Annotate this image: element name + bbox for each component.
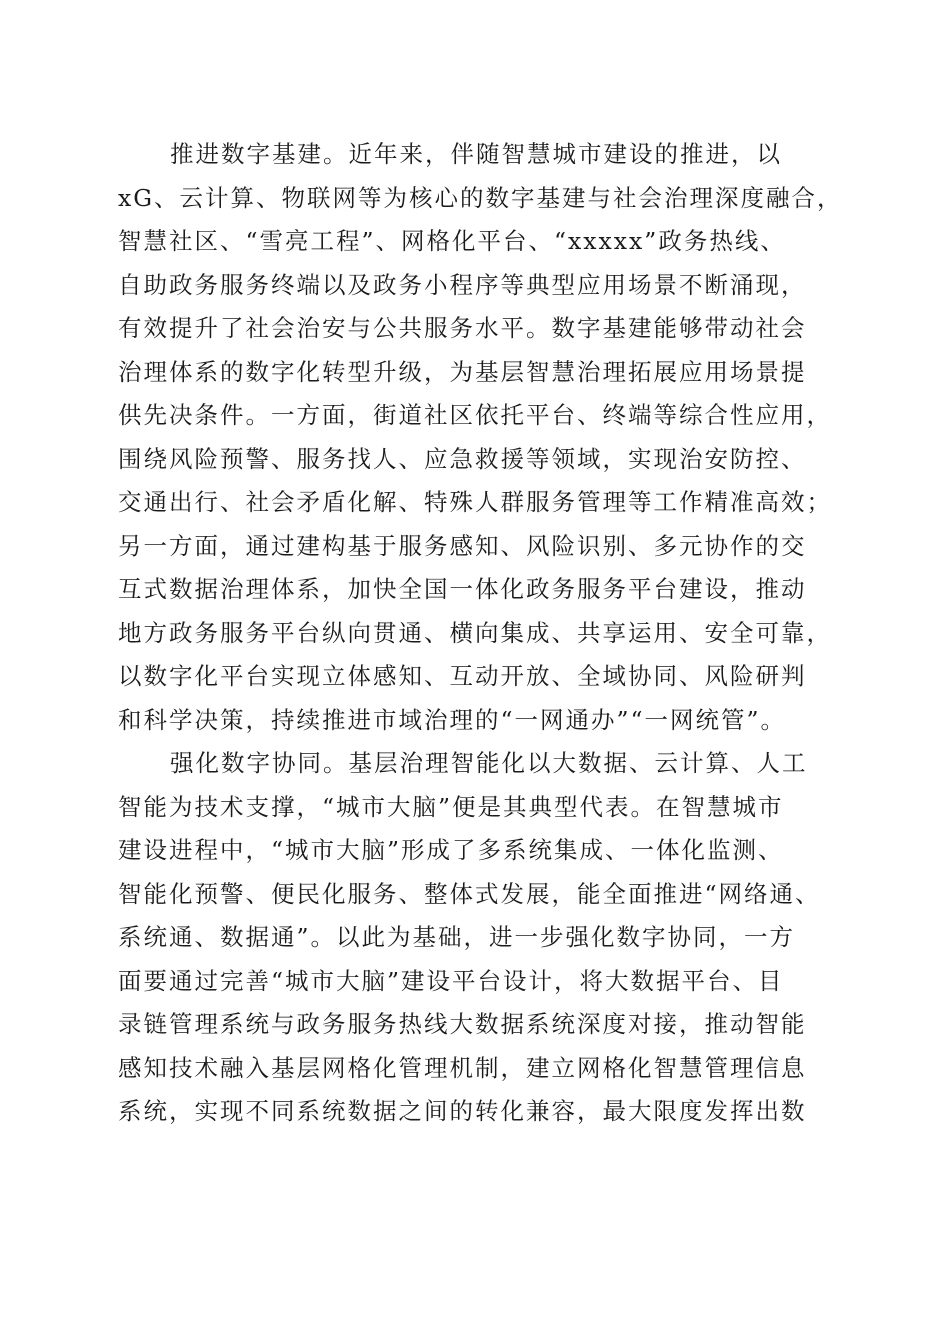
paragraph-line: 系统，实现不同系统数据之间的转化兼容，最大限度发挥出数 <box>118 1097 807 1125</box>
paragraph-line: 智慧社区、“雪亮工程”、网格化平台、“xxxxx”政务热线、 <box>118 227 786 255</box>
paragraph-line: 另一方面，通过建构基于服务感知、风险识别、多元协作的交 <box>118 531 807 560</box>
paragraph-line: 治理体系的数字化转型升级，为基层智慧治理拓展应用场景提 <box>118 357 807 386</box>
paragraph-line: 录链管理系统与政务服务热线大数据系统深度对接，推动智能 <box>118 1010 807 1038</box>
paragraph-line: 地方政务服务平台纵向贯通、横向集成、共享运用、安全可靠， <box>118 618 832 647</box>
paragraph-line: 系统通、数据通”。以此为基础，进一步强化数字协同，一方 <box>118 923 796 951</box>
paragraph-line: 有效提升了社会治安与公共服务水平。数字基建能够带动社会 <box>118 314 807 342</box>
paragraph-line: 以数字化平台实现立体感知、互动开放、全域协同、风险研判 <box>118 662 807 690</box>
paragraph-line: 围绕风险预警、服务找人、应急救援等领域，实现治安防控、 <box>118 444 807 473</box>
paragraph-line: xG、云计算、物联网等为核心的数字基建与社会治理深度融合， <box>118 183 843 212</box>
paragraph-line: 强化数字协同。基层治理智能化以大数据、云计算、人工 <box>170 749 808 777</box>
paragraph-line: 建设进程中，“城市大脑”形成了多系统集成、一体化监测、 <box>118 836 784 864</box>
paragraph-line: 供先决条件。一方面，街道社区依托平台、终端等综合性应用， <box>118 401 832 429</box>
paragraph-line: 推进数字基建。近年来，伴随智慧城市建设的推进，以 <box>170 140 782 168</box>
paragraph-line: 交通出行、社会矛盾化解、特殊人群服务管理等工作精准高效； <box>118 488 832 516</box>
paragraph-line: 感知技术融入基层网格化管理机制，建立网格化智慧管理信息 <box>118 1053 807 1082</box>
paragraph-line: 面要通过完善“城市大脑”建设平台设计，将大数据平台、目 <box>118 966 784 995</box>
paragraph-line: 互式数据治理体系，加快全国一体化政务服务平台建设，推动 <box>118 575 807 603</box>
paragraph-line: 智能为技术支撑，“城市大脑”便是其典型代表。在智慧城市 <box>118 792 784 821</box>
paragraph-line: 和科学决策，持续推进市域治理的“一网通办”“一网统管”。 <box>118 705 787 734</box>
paragraph-digital-infrastructure <box>118 133 843 742</box>
body-text <box>118 133 843 1134</box>
paragraph-digital-coordination <box>118 742 838 1134</box>
paragraph-line: 自助政务服务终端以及政务小程序等典型应用场景不断涌现， <box>118 270 807 299</box>
paragraph-line: 智能化预警、便民化服务、整体式发展，能全面推进“网络通、 <box>118 879 821 908</box>
